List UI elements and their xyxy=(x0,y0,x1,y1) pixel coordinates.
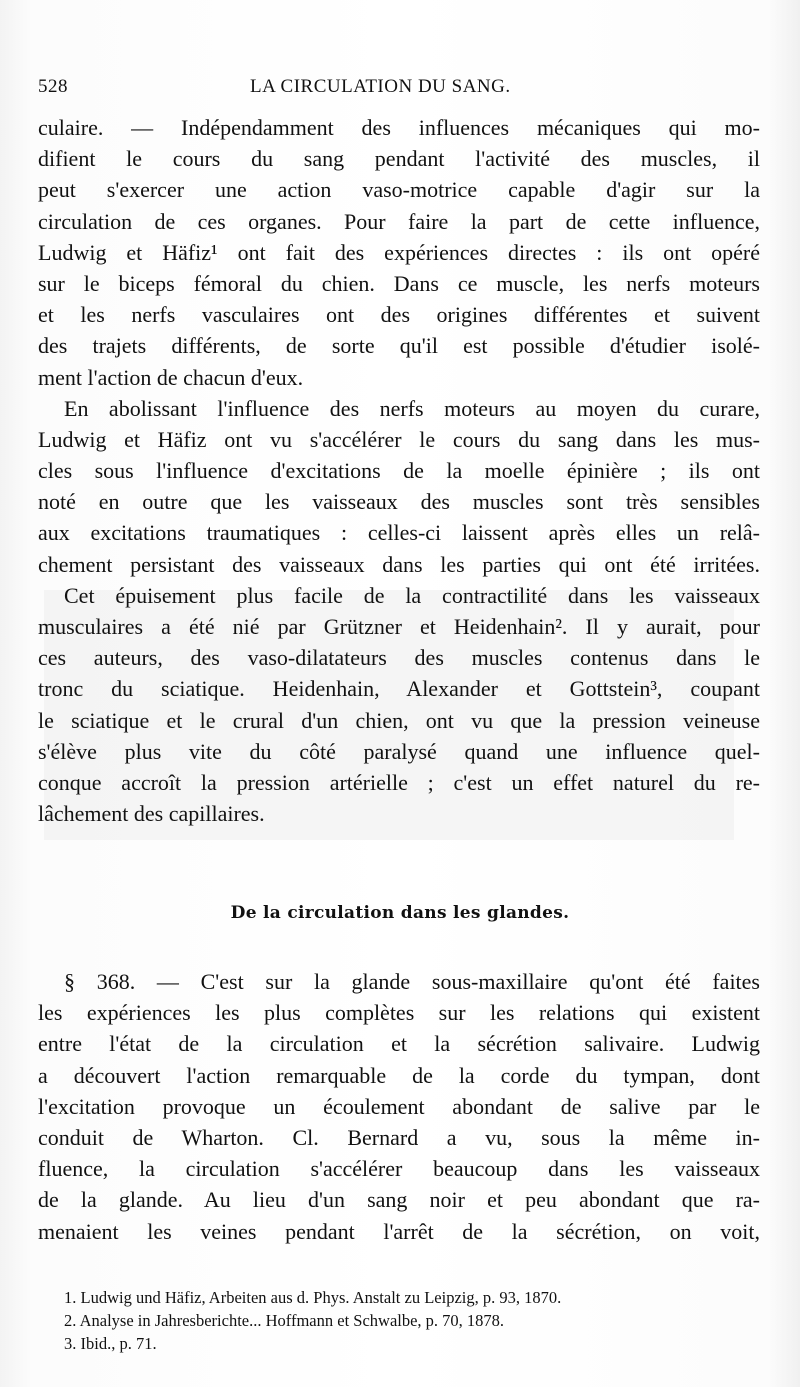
footnote-2: 2. Analyse in Jahresberichte... Hoffmann et Schwalbe, p. 70, 1878. xyxy=(64,1311,505,1330)
footnote-1: 1. Ludwig und Häfiz, Arbeiten aus d. Phys. Anstalt zu Leipzig, p. 93, 1870. xyxy=(64,1288,562,1307)
text-line: Cet épuisement plus facile de la contractilité dans les vaisseaux xyxy=(64,582,760,608)
text-line: tronc du sciatique. Heidenhain, Alexander et Gottstein³, coupant xyxy=(38,676,760,702)
footnote-3: 3. Ibid., p. 71. xyxy=(64,1334,157,1353)
text-line: s'élève plus vite du côté paralysé quand une influence quel- xyxy=(38,738,760,764)
text-line: sur le biceps fémoral du chien. Dans ce muscle, les nerfs moteurs xyxy=(38,270,760,296)
text-line: aux excitations traumatiques : celles-ci laissent après elles un relâ- xyxy=(38,520,760,546)
running-header xyxy=(38,76,758,102)
text-line: conque accroît la pression artérielle ; c'est un effet naturel du re- xyxy=(38,769,760,795)
text-line: chement persistant des vaisseaux dans les parties qui ont été irritées. xyxy=(38,551,760,577)
running-title: LA CIRCULATION DU SANG. xyxy=(250,76,511,97)
section-2-text xyxy=(38,966,760,1247)
page-number: 528 xyxy=(38,76,68,97)
text-line: conduit de Wharton. Cl. Bernard a vu, sous la même in- xyxy=(38,1124,760,1150)
text-line: En abolissant l'influence des nerfs moteurs au moyen du curare, xyxy=(64,395,760,421)
text-line: § 368. — C'est sur la glande sous-maxillaire qu'ont été faites xyxy=(64,969,760,994)
text-line: musculaires a été nié par Grützner et Heidenhain². Il y aurait, pour xyxy=(38,614,760,639)
text-line: ment l'action de chacun d'eux. xyxy=(38,364,304,390)
section-1-text xyxy=(38,112,760,829)
text-line: et les nerfs vasculaires ont des origines différentes et suivent xyxy=(38,302,760,328)
text-line: difient le cours du sang pendant l'activité des muscles, il xyxy=(38,146,760,172)
text-line: Ludwig et Häfiz ont vu s'accélérer le cours du sang dans les mus- xyxy=(38,426,760,452)
text-line: cles sous l'influence d'excitations de la moelle épinière ; ils ont xyxy=(38,458,760,484)
text-line: les expériences les plus complètes sur les relations qui existent xyxy=(38,1000,760,1026)
section-heading: De la circulation dans les glandes. xyxy=(230,903,570,923)
text-line: culaire. — Indépendamment des influences mécaniques qui mo- xyxy=(38,115,760,140)
text-line: des trajets différents, de sorte qu'il est possible d'étudier isolé- xyxy=(38,333,760,359)
text-line: ces auteurs, des vaso-dilatateurs des muscles contenus dans le xyxy=(38,645,760,671)
text-line: le sciatique et le crural d'un chien, ont vu que la pression veineuse xyxy=(38,707,760,733)
text-line: l'excitation provoque un écoulement abondant de salive par le xyxy=(38,1093,760,1119)
text-line: fluence, la circulation s'accélérer beaucoup dans les vaisseaux xyxy=(38,1156,760,1182)
text-line: Ludwig et Häfiz¹ ont fait des expériences directes : ils ont opéré xyxy=(38,239,760,265)
text-line: de la glande. Au lieu d'un sang noir et peu abondant que ra- xyxy=(38,1187,760,1213)
text-line: noté en outre que les vaisseaux des muscles sont très sensibles xyxy=(38,489,760,515)
text-line: lâchement des capillaires. xyxy=(38,801,265,827)
text-line: peut s'exercer une action vaso-motrice capable d'agir sur la xyxy=(38,177,760,203)
footnotes xyxy=(64,1286,764,1355)
text-line: a découvert l'action remarquable de la corde du tympan, dont xyxy=(38,1062,760,1088)
text-line: entre l'état de la circulation et la sécrétion salivaire. Ludwig xyxy=(38,1031,760,1057)
text-line: circulation de ces organes. Pour faire la part de cette influence, xyxy=(38,208,760,234)
text-line: menaient les veines pendant l'arrêt de la sécrétion, on voit, xyxy=(38,1218,760,1244)
